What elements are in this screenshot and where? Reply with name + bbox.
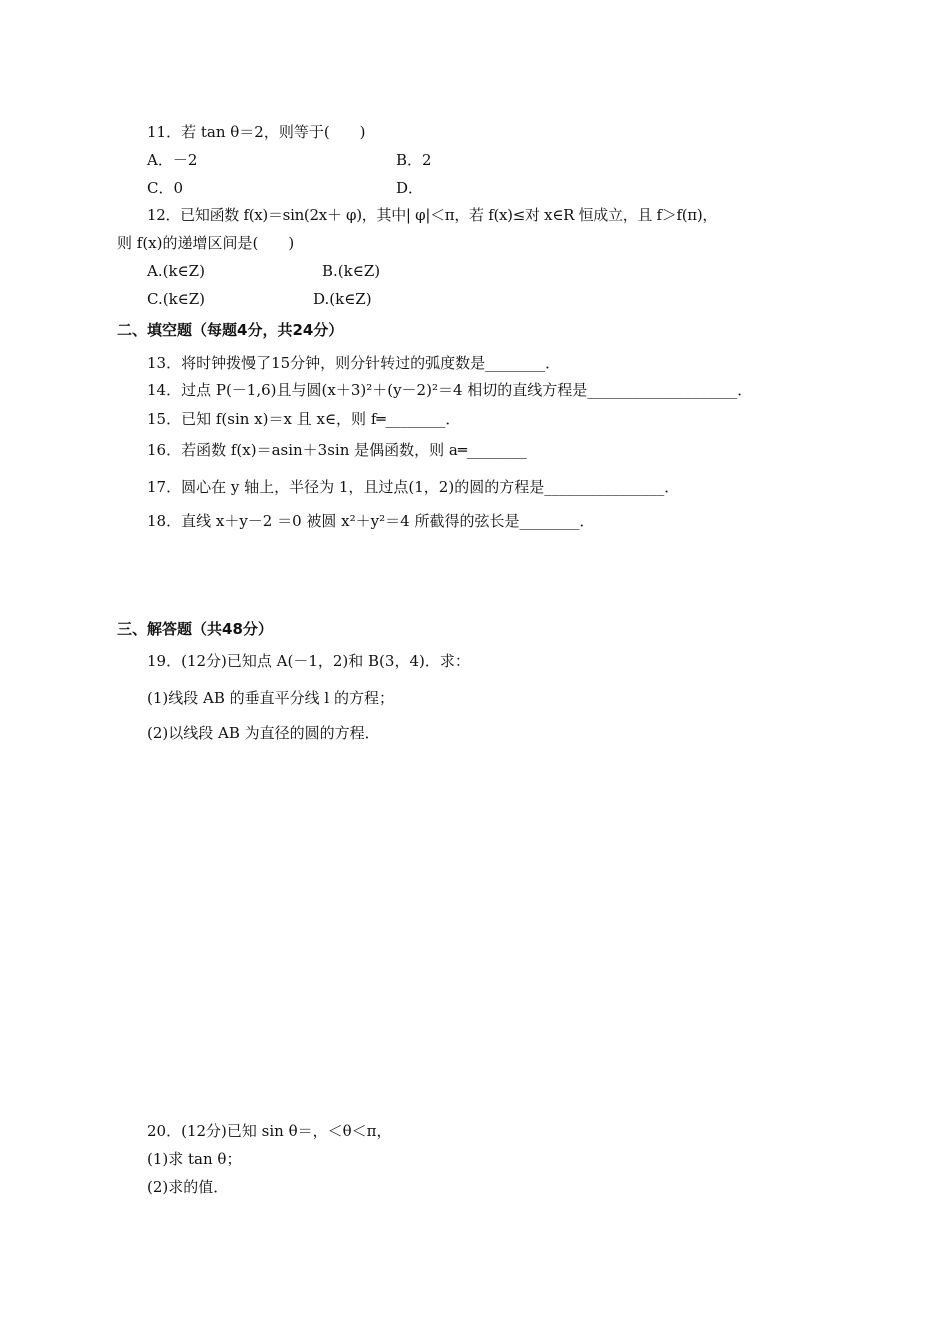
- q11-option-a: A．－2: [147, 151, 198, 169]
- q12-option-a: A.(k∈Z): [147, 262, 205, 280]
- q12-option-b: B.(k∈Z): [322, 262, 381, 280]
- section3-heading: 三、解答题（共48分）: [117, 620, 273, 638]
- q13-text: 13．将时钟拨慢了15分钟，则分针转过的弧度数是________．: [147, 354, 561, 372]
- q15-text: 15．已知 f(sin x)＝x 且 x∈，则 f═________．: [147, 410, 461, 428]
- q11-stem: 11．若 tan θ＝2，则等于( ): [147, 123, 366, 141]
- q12-stem-line1: 12．已知函数 f(x)＝sin(2x＋ φ)，其中| φ|＜π，若 f(x)≤对 x∈R 恒成立，且 f＞f(π)，: [147, 206, 718, 224]
- q14-text: 14．过点 P(－1,6)且与圆(x＋3)²＋(y－2)²＝4 相切的直线方程是____________________．: [147, 381, 753, 399]
- q11-option-b: B．2: [396, 151, 432, 169]
- q12-option-c: C.(k∈Z): [147, 290, 206, 308]
- section2-heading: 二、填空题（每题4分，共24分）: [117, 321, 344, 339]
- q11-option-d: D．: [396, 179, 424, 197]
- q19-part1: (1)线段 AB 的垂直平分线 l 的方程；: [147, 689, 394, 707]
- q18-text: 18．直线 x＋y－2 ＝0 被圆 x²＋y²＝4 所截得的弦长是________．: [147, 512, 595, 530]
- q20-part2: (2)求的值．: [147, 1178, 229, 1196]
- q12-stem-line2: 则 f(x)的递增区间是( ): [117, 234, 295, 252]
- q17-text: 17．圆心在 y 轴上，半径为 1，且过点(1，2)的圆的方程是________________．: [147, 478, 680, 496]
- q12-option-d: D.(k∈Z): [313, 290, 372, 308]
- q11-option-c: C．0: [147, 179, 184, 197]
- q16-text: 16．若函数 f(x)＝asin＋3sin 是偶函数，则 a═________: [147, 441, 527, 459]
- q20-part1: (1)求 tan θ；: [147, 1150, 242, 1168]
- q19-stem: 19．(12分)已知点 A(－1，2)和 B(3，4)．求：: [147, 652, 470, 670]
- q19-part2: (2)以线段 AB 为直径的圆的方程．: [147, 724, 380, 742]
- q20-stem: 20．(12分)已知 sin θ＝，＜θ＜π，: [147, 1122, 392, 1140]
